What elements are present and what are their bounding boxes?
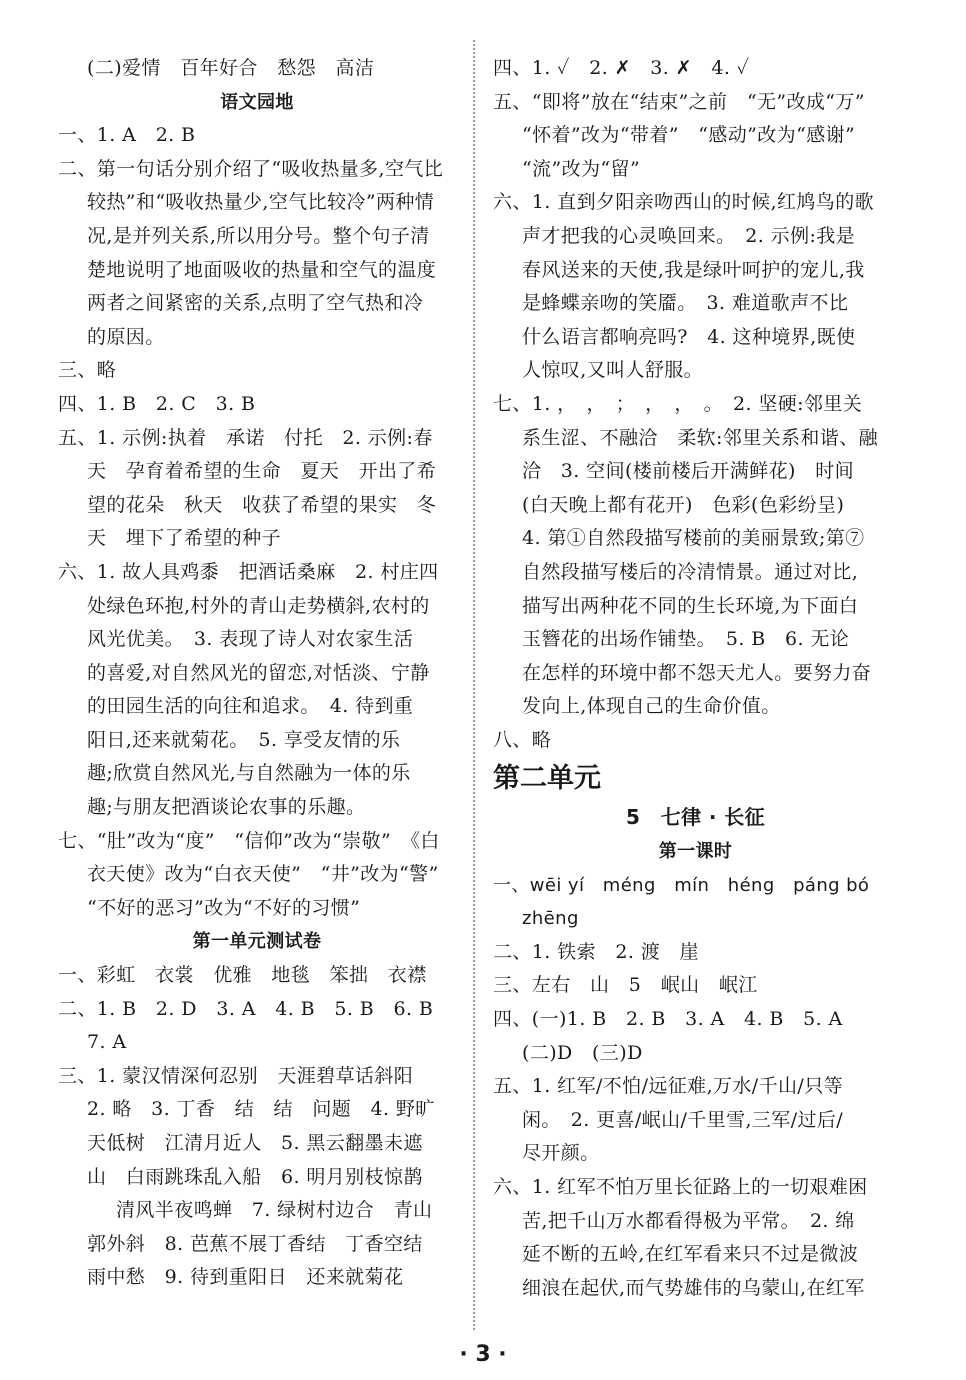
text-line: 一、1. A 2. B (58, 124, 196, 147)
text-line: 春风送来的天使,我是绿叶呵护的宠儿,我 (522, 258, 865, 281)
text-line: 发向上,体现自己的生命价值。 (522, 695, 781, 718)
text-line: 较热”和“吸收热量少,空气比较冷”两种情 (87, 191, 435, 214)
text-line: 五、1. 示例:执着 承诺 付托 2. 示例:春 (58, 426, 433, 449)
pinyin-line: 一、wēi yí méng mín héng páng bó (493, 874, 870, 896)
text-line: 延不断的五岭,在红军看来只不过是微波 (522, 1243, 859, 1266)
text-line: 二、1. B 2. D 3. A 4. B 5. B 6. B (58, 997, 434, 1020)
text-line: 什么语言都响亮吗? 4. 这种境界,既使 (522, 325, 856, 348)
text-line: “怀着”改为“带着” “感动”改为“感谢” (522, 124, 856, 147)
text-line: 在怎样的环境中都不怨天尤人。要努力奋 (522, 661, 872, 684)
text-line: 洽 3. 空间(楼前楼后开满鲜花) 时间 (522, 460, 854, 483)
text-line: 自然段描写楼后的冷清情景。通过对比, (522, 560, 859, 583)
text-line: 一、彩虹 衣裳 优雅 地毯 笨拙 衣襟 (58, 964, 427, 987)
text-line: 七、1. ， ， ； ， ， 。 2. 坚硬:邻里关 (493, 392, 863, 415)
text-line: 处绿色环抱,村外的青山走势横斜,农村的 (87, 594, 430, 617)
text-line: 六、1. 红军不怕万里长征路上的一切艰难困 (493, 1176, 868, 1198)
text-line: 四、1. B 2. C 3. B (58, 392, 256, 415)
text-line: (二)D (三)D (522, 1041, 643, 1064)
text-line: 衣天使》改为“白衣天使” “井”改为“警” (87, 863, 439, 886)
text-line: 七、“肚”改为“度” “信仰”改为“崇敬” 《白 (58, 829, 440, 852)
section-heading: 第一课时 (658, 841, 733, 863)
text-line: 郭外斜 8. 芭蕉不展丁香结 丁香空结 (87, 1232, 423, 1255)
text-line: 三、左右 山 5 岷山 岷江 (493, 974, 758, 997)
text-line: 7. A (87, 1031, 127, 1054)
text-line: 五、1. 红军/不怕/远征难,万水/千山/只等 (493, 1075, 844, 1098)
lesson-title: 5 七律 · 长征 (625, 805, 766, 830)
text-line: 2. 略 3. 丁香 结 结 问题 4. 野旷 (87, 1098, 435, 1121)
text-line: 三、略 (58, 359, 117, 382)
text-line: 天 埋下了希望的种子 (87, 527, 282, 550)
text-line: 两者之间紧密的关系,点明了空气热和冷 (87, 292, 424, 315)
text-line: “不好的恶习”改为“不好的习惯” (87, 896, 361, 919)
text-line: 趣;欣赏自然风光,与自然融为一体的乐 (87, 762, 411, 785)
text-line: 声才把我的心灵唤回来。 2. 示例:我是 (522, 224, 856, 247)
column-divider (473, 40, 475, 1330)
unit-heading: 第二单元 (493, 763, 601, 795)
text-line: 阳日,还来就菊花。 5. 享受友情的乐 (87, 728, 401, 751)
text-line: 楚地说明了地面吸收的热量和空气的温度 (87, 258, 437, 281)
text-line: 是蜂蝶亲吻的笑靥。 3. 难道歌声不比 (522, 292, 849, 315)
text-line: 六、1. 故人具鸡黍 把酒话桑麻 2. 村庄四 (58, 560, 439, 583)
section-heading: 第一单元测试卷 (192, 931, 322, 953)
text-line: 玉簪花的出场作铺垫。 5. B 6. 无论 (522, 628, 850, 651)
text-line: (二)爱情 百年好合 愁怨 高洁 (87, 57, 375, 79)
text-line: 系生涩、不融洽 柔软:邻里关系和谐、融 (522, 426, 879, 449)
text-line: 趣;与朋友把酒谈论农事的乐趣。 (87, 796, 366, 819)
text-line: 二、第一句话分别介绍了“吸收热量多,空气比 (58, 157, 444, 180)
text-line: 天低树 江清月近人 5. 黑云翻墨未遮 (87, 1132, 423, 1154)
text-line: 尽开颜。 (522, 1142, 600, 1165)
text-line: 六、1. 直到夕阳亲吻西山的时候,红鸠鸟的歌 (493, 191, 875, 214)
text-line: 描写出两种花不同的生长环境,为下面白 (522, 594, 859, 617)
text-line: 三、1. 蒙汉情深何忍别 天涯碧草话斜阳 (58, 1064, 414, 1087)
text-line: 闲。 2. 更喜/岷山/千里雪,三军/过后/ (522, 1108, 844, 1131)
left-column (58, 52, 456, 1295)
section-heading: 语文园地 (220, 91, 294, 113)
text-line: 四、(一)1. B 2. B 3. A 4. B 5. A (493, 1008, 843, 1031)
text-line: 八、略 (493, 728, 552, 751)
text-line: 苦,把千山万水都看得极为平常。 2. 绵 (522, 1209, 855, 1232)
page-number: · 3 · (459, 1342, 507, 1367)
pinyin-line: zhēng (522, 908, 579, 930)
text-line: 雨中愁 9. 待到重阳日 还来就菊花 (87, 1266, 404, 1289)
text-line: 细浪在起伏,而气势雄伟的乌蒙山,在红军 (522, 1276, 865, 1299)
text-line: 清风半夜鸣蝉 7. 绿树村边合 青山 (116, 1199, 433, 1222)
text-line: 人惊叹,又叫人舒服。 (522, 359, 704, 382)
text-line: 望的花朵 秋天 收获了希望的果实 冬 (87, 493, 437, 516)
right-column (493, 52, 898, 1305)
text-line: 二、1. 铁索 2. 渡 崖 (493, 940, 699, 963)
text-line: 山 白雨跳珠乱入船 6. 明月别枝惊鹊 (87, 1165, 423, 1188)
text-line: 况,是并列关系,所以用分号。整个句子清 (87, 224, 430, 247)
text-line: 天 孕育着希望的生命 夏天 开出了希 (87, 460, 437, 483)
text-line: 四、1. ✓ 2. ✗ 3. ✗ 4. ✓ (493, 57, 750, 79)
text-line: 的喜爱,对自然风光的留恋,对恬淡、宁静 (87, 661, 430, 684)
text-line: (白天晚上都有花开) 色彩(色彩纷呈) (522, 493, 845, 516)
text-line: 的田园生活的向往和追求。 4. 待到重 (87, 695, 414, 718)
text-line: 的原因。 (87, 325, 165, 348)
text-line: 4. 第①自然段描写楼前的美丽景致;第⑦ (522, 527, 865, 550)
text-line: “流”改为“留” (522, 157, 641, 180)
text-line: 五、“即将”放在“结束”之前 “无”改成“万” (493, 90, 865, 113)
text-line: 风光优美。 3. 表现了诗人对农家生活 (87, 628, 414, 651)
